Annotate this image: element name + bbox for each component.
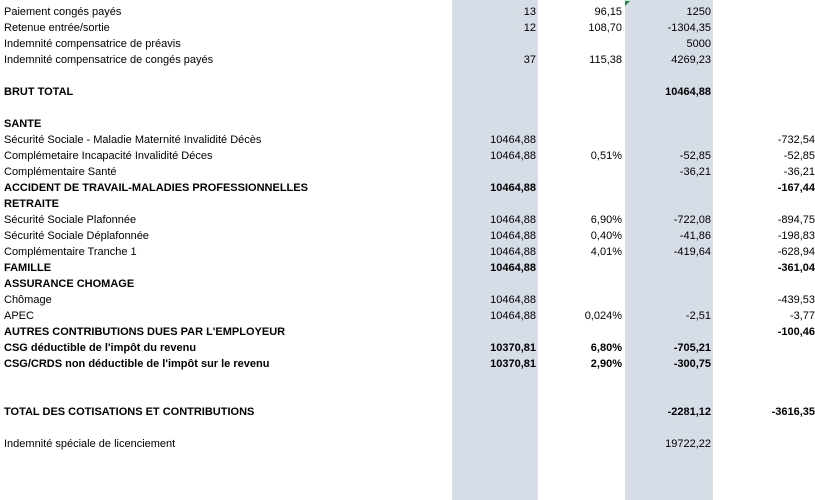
row-label[interactable]: SANTE — [4, 118, 42, 130]
table-row — [0, 244, 815, 260]
base-cell[interactable]: 10464,88 — [490, 310, 536, 322]
table-row — [0, 36, 815, 52]
row-label[interactable]: Complémetaire Incapacité Invalidité Déces — [4, 150, 213, 162]
row-label[interactable]: Indemnité compensatrice de congés payés — [4, 54, 214, 66]
base-cell[interactable]: 10370,81 — [490, 358, 536, 370]
row-label[interactable]: FAMILLE — [4, 262, 52, 274]
table-row — [0, 324, 815, 340]
table-row — [0, 148, 815, 164]
employer-cell[interactable]: -167,44 — [777, 182, 815, 194]
base-cell[interactable]: 12 — [523, 22, 536, 34]
table-row — [0, 180, 815, 196]
employer-cell[interactable]: -628,94 — [777, 246, 815, 258]
employer-cell[interactable]: -52,85 — [783, 150, 815, 162]
rate-cell[interactable]: 108,70 — [588, 22, 622, 34]
table-row — [0, 164, 815, 180]
base-cell[interactable]: 10464,88 — [490, 214, 536, 226]
employer-cell[interactable]: -3616,35 — [771, 406, 815, 418]
base-cell[interactable]: 37 — [523, 54, 536, 66]
row-label[interactable]: BRUT TOTAL — [4, 86, 74, 98]
row-label[interactable]: Complémentaire Tranche 1 — [4, 246, 137, 258]
table-row — [0, 292, 815, 308]
base-cell[interactable]: 10464,88 — [490, 246, 536, 258]
row-label[interactable]: Sécurité Sociale - Maladie Maternité Invalidité Décès — [4, 134, 262, 146]
table-row — [0, 436, 815, 452]
row-label[interactable]: Indemnité compensatrice de préavis — [4, 38, 181, 50]
table-row — [0, 260, 815, 276]
row-label[interactable]: TOTAL DES COTISATIONS ET CONTRIBUTIONS — [4, 406, 255, 418]
cell-comment-marker-icon — [625, 1, 630, 6]
amount-cell[interactable]: -300,75 — [673, 358, 711, 370]
row-label[interactable]: Sécurité Sociale Plafonnée — [4, 214, 137, 226]
row-label[interactable]: Paiement congés payés — [4, 6, 122, 18]
employer-cell[interactable]: -439,53 — [777, 294, 815, 306]
employer-cell[interactable]: -36,21 — [783, 166, 815, 178]
amount-cell[interactable]: 10464,88 — [665, 86, 711, 98]
rate-cell[interactable]: 96,15 — [594, 6, 622, 18]
employer-cell[interactable]: -894,75 — [777, 214, 815, 226]
table-row — [0, 116, 815, 132]
row-label[interactable]: ACCIDENT DE TRAVAIL-MALADIES PROFESSIONNELLES — [4, 182, 308, 194]
amount-cell[interactable]: -36,21 — [679, 166, 711, 178]
amount-cell[interactable]: -419,64 — [673, 246, 711, 258]
table-row — [0, 404, 815, 420]
base-cell[interactable]: 10464,88 — [490, 230, 536, 242]
base-cell[interactable]: 10464,88 — [490, 262, 536, 274]
table-row — [0, 276, 815, 292]
base-cell[interactable]: 10464,88 — [490, 134, 536, 146]
rate-cell[interactable]: 0,40% — [590, 230, 622, 242]
rate-cell[interactable]: 115,38 — [589, 54, 622, 66]
amount-cell[interactable]: 1250 — [686, 6, 711, 18]
row-label[interactable]: CSG/CRDS non déductible de l'impôt sur le revenu — [4, 358, 270, 370]
row-label[interactable]: Retenue entrée/sortie — [4, 22, 110, 34]
rate-cell[interactable]: 0,51% — [590, 150, 622, 162]
base-cell[interactable]: 10464,88 — [490, 182, 536, 194]
row-label[interactable]: AUTRES CONTRIBUTIONS DUES PAR L'EMPLOYEUR — [4, 326, 286, 338]
table-row — [0, 20, 815, 36]
base-cell[interactable]: 10464,88 — [490, 294, 536, 306]
table-row — [0, 196, 815, 212]
employer-cell[interactable]: -732,54 — [777, 134, 815, 146]
rate-cell[interactable]: 4,01% — [590, 246, 622, 258]
amount-cell[interactable]: -722,08 — [673, 214, 711, 226]
rate-cell[interactable]: 0,024% — [584, 310, 622, 322]
row-label[interactable]: CSG déductible de l'impôt du revenu — [4, 342, 197, 354]
row-label[interactable]: APEC — [4, 310, 34, 322]
table-row — [0, 132, 815, 148]
amount-cell[interactable]: -1304,35 — [667, 22, 711, 34]
amount-cell[interactable]: 4269,23 — [671, 54, 711, 66]
table-row — [0, 52, 815, 68]
table-row — [0, 4, 815, 20]
employer-cell[interactable]: -3,77 — [789, 310, 815, 322]
employer-cell[interactable]: -198,83 — [777, 230, 815, 242]
amount-cell[interactable]: -2,51 — [685, 310, 711, 322]
row-label[interactable]: Chômage — [4, 294, 52, 306]
base-cell[interactable]: 13 — [523, 6, 536, 18]
amount-cell[interactable]: -2281,12 — [667, 406, 711, 418]
employer-cell[interactable]: -361,04 — [777, 262, 815, 274]
row-label[interactable]: Complémentaire Santé — [4, 166, 117, 178]
table-row — [0, 340, 815, 356]
base-cell[interactable]: 10370,81 — [490, 342, 536, 354]
table-row — [0, 84, 815, 100]
table-row — [0, 356, 815, 372]
row-label[interactable]: RETRAITE — [4, 198, 59, 210]
amount-cell[interactable]: -52,85 — [679, 150, 711, 162]
row-label[interactable]: Indemnité spéciale de licenciement — [4, 438, 176, 450]
row-label[interactable]: Sécurité Sociale Déplafonnée — [4, 230, 149, 242]
amount-cell[interactable]: 5000 — [686, 38, 711, 50]
rate-cell[interactable]: 6,90% — [590, 214, 622, 226]
table-row — [0, 228, 815, 244]
table-row — [0, 212, 815, 228]
table-row — [0, 308, 815, 324]
amount-cell[interactable]: -705,21 — [673, 342, 711, 354]
amount-cell[interactable]: 19722,22 — [665, 438, 711, 450]
employer-cell[interactable]: -100,46 — [777, 326, 815, 338]
base-cell[interactable]: 10464,88 — [490, 150, 536, 162]
rate-cell[interactable]: 6,80% — [590, 342, 622, 354]
row-label[interactable]: ASSURANCE CHOMAGE — [4, 278, 135, 290]
amount-cell[interactable]: -41,86 — [679, 230, 711, 242]
rate-cell[interactable]: 2,90% — [590, 358, 622, 370]
